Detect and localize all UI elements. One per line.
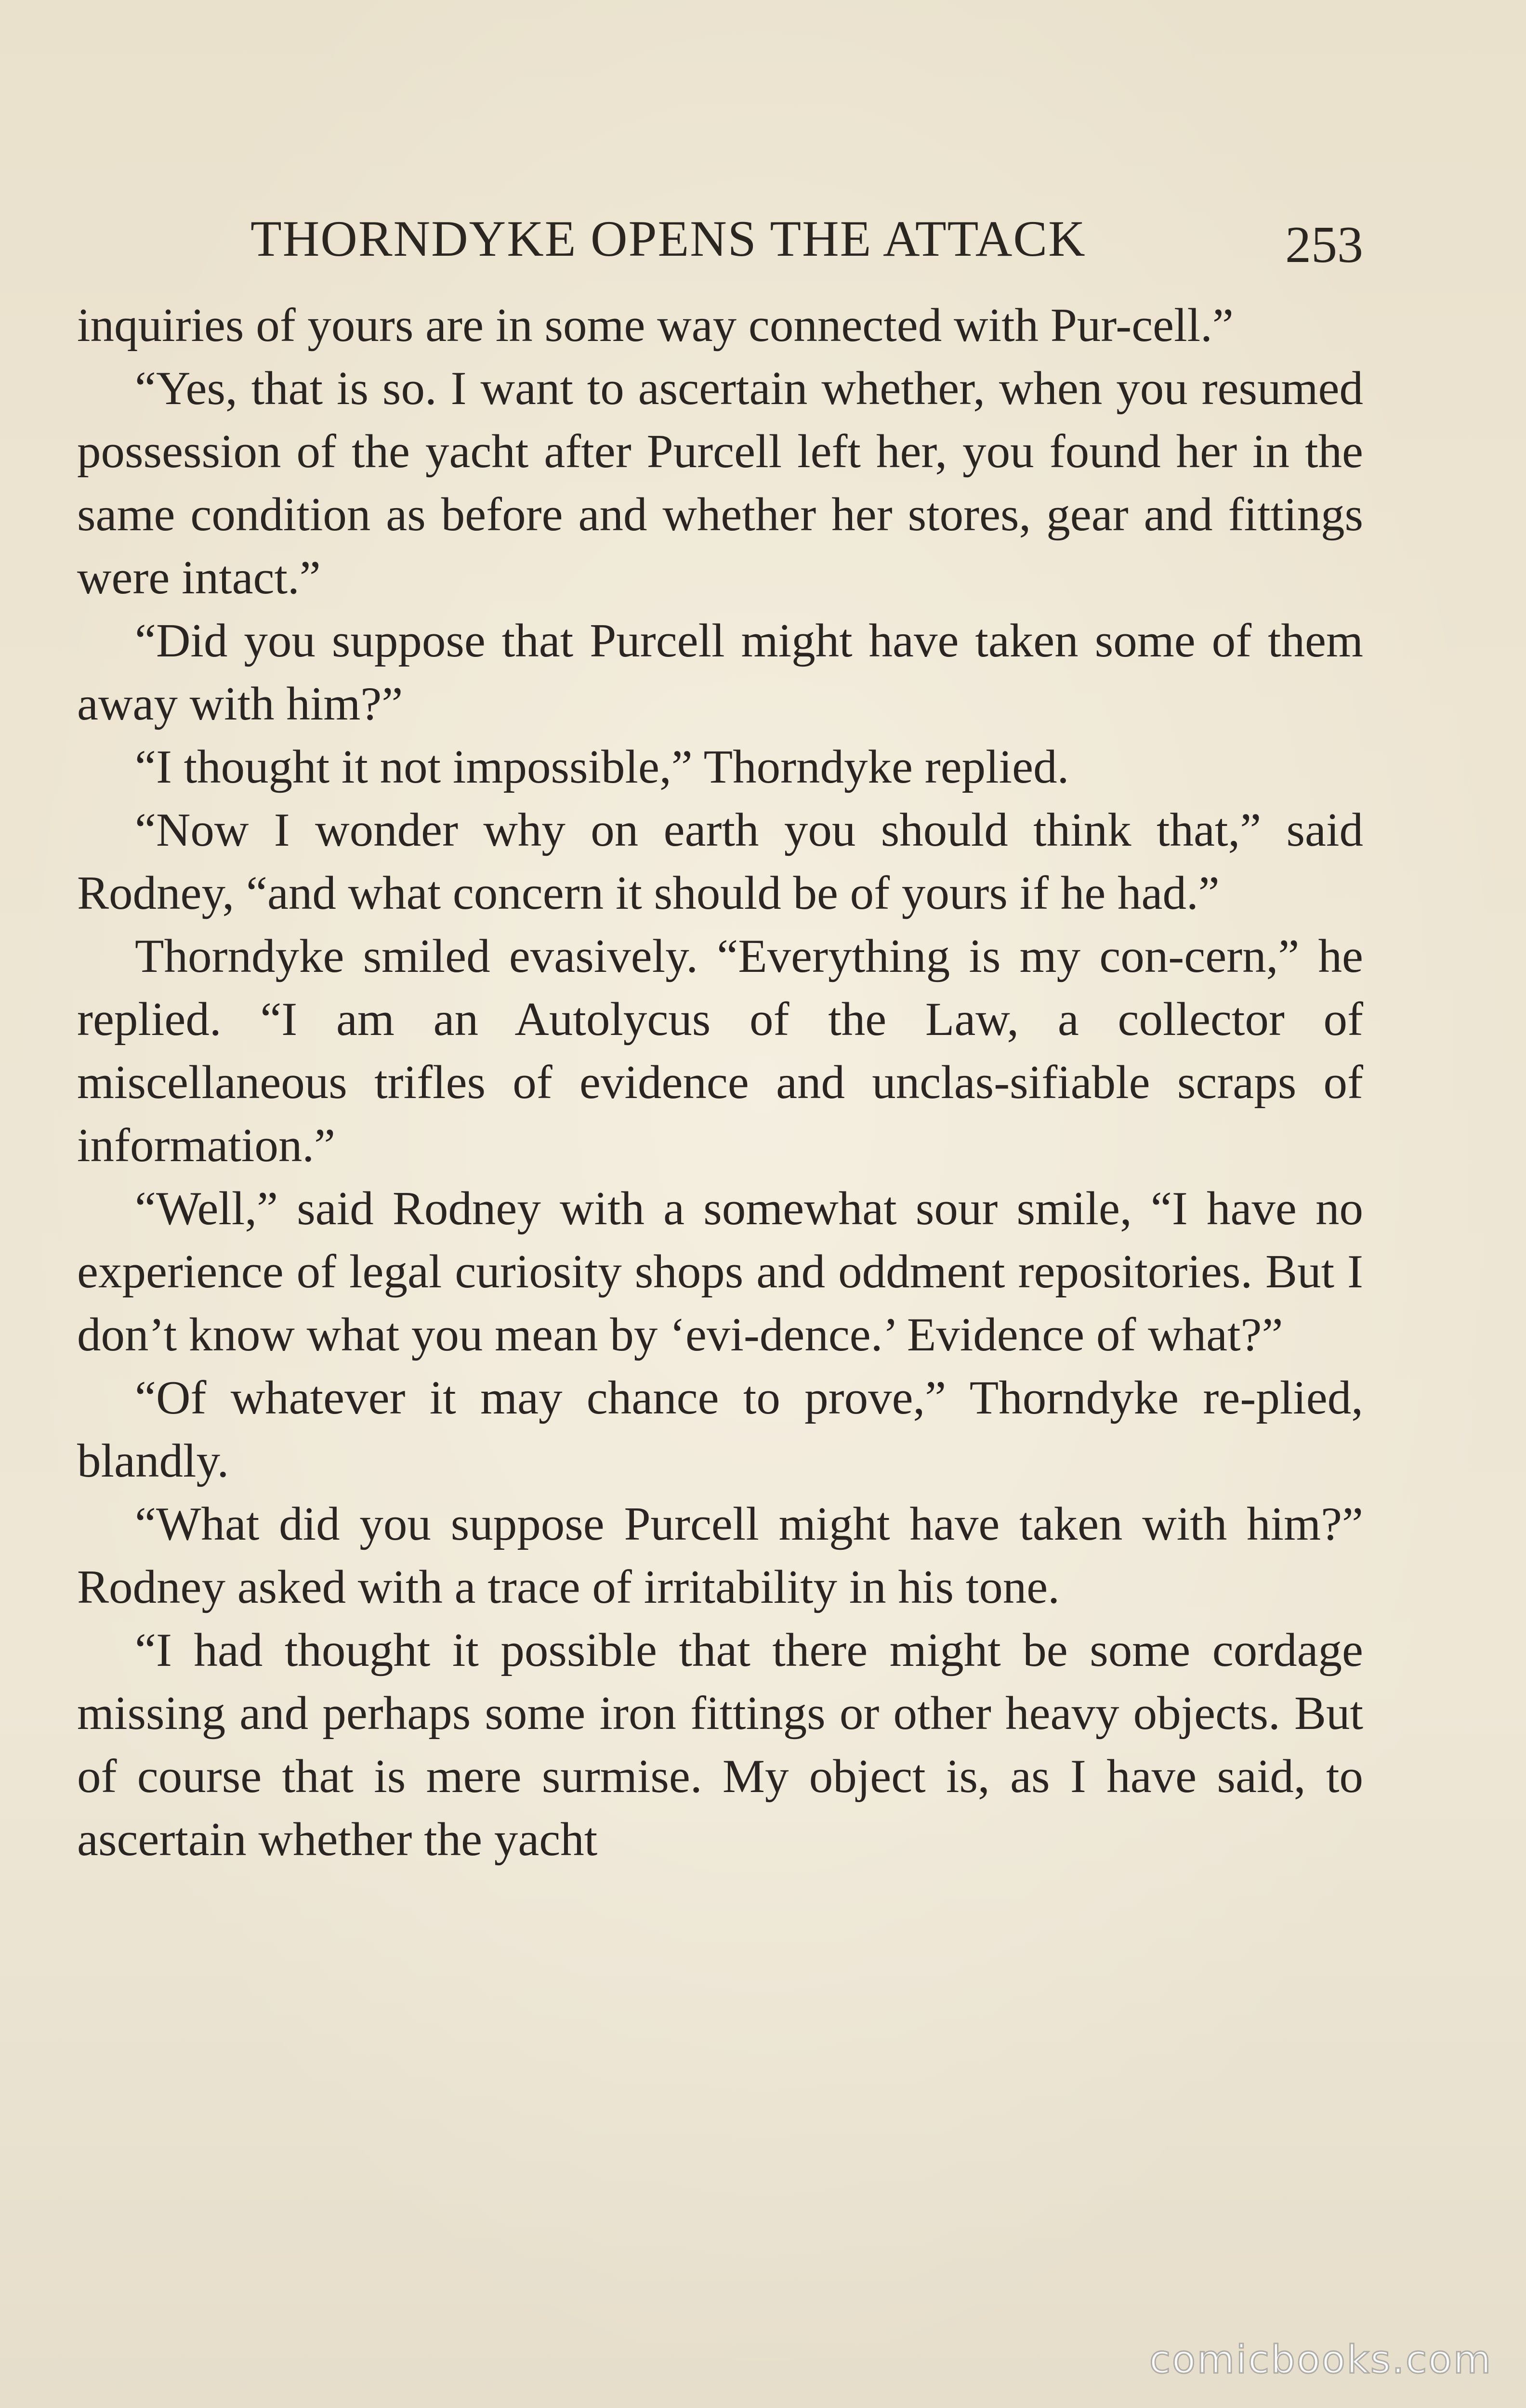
page-header xyxy=(77,200,1363,272)
paragraph: “Of whatever it may chance to prove,” Thorndyke re-plied, blandly. xyxy=(77,1372,1363,1487)
paragraph: “I thought it not impossible,” Thorndyke replied. xyxy=(135,741,1069,793)
body-text xyxy=(77,294,1363,1871)
paragraph: “Did you suppose that Purcell might have taken some of them away with him?” xyxy=(77,615,1363,730)
paragraph: “I had thought it possible that there might be some cordage missing and perhaps some iron fittings or other heavy objects. But of course that is mere surmise. My object is, as I have said, to ascertain whether the yacht xyxy=(77,1624,1363,1866)
paragraph: “What did you suppose Purcell might have taken with him?” Rodney asked with a trace of irritability in his tone. xyxy=(77,1498,1363,1613)
paragraph: “Well,” said Rodney with a somewhat sour smile, “I have no experience of legal curiosity shops and oddment repositories. But I don’t know what you mean by ‘evi-dence.’ Evidence of what?” xyxy=(77,1182,1363,1361)
paragraph: “Now I wonder why on earth you should think that,” said Rodney, “and what concern it should be of yours if he had.” xyxy=(77,804,1363,919)
site-watermark: comicbooks.com xyxy=(1149,2337,1492,2382)
running-head: THORNDYKE OPENS THE ATTACK xyxy=(250,210,1086,267)
page-number: 253 xyxy=(1285,216,1363,274)
paragraph: “Yes, that is so. I want to ascertain whether, when you resumed possession of the yacht after Purcell left her, you found her in the same condition as before and whether her stores, gear and fittings were intact.” xyxy=(77,362,1363,604)
paragraph: inquiries of yours are in some way connected with Pur-cell.” xyxy=(77,299,1234,352)
paragraph: Thorndyke smiled evasively. “Everything is my con-cern,” he replied. “I am an Autolycus of the Law, a collector of miscellaneous trifles of evidence and unclas-sifiable scraps of information.” xyxy=(77,930,1363,1172)
